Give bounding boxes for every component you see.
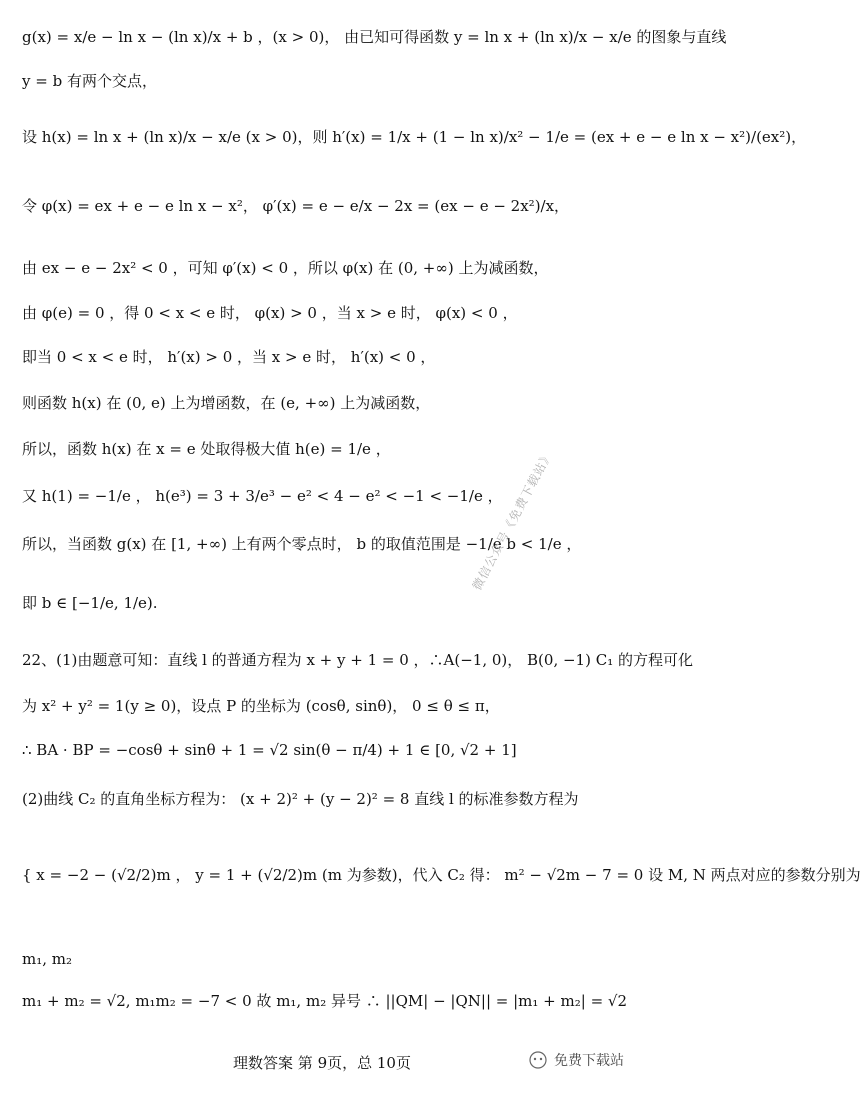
text-line: g(x) = x/e − ln x − (ln x)/x + b ，(x > 0)， 由已知可得函数 y = ln x + (ln x)/x − x/e 的图象与直线 — [22, 28, 727, 46]
text-line: 为 x² + y² = 1(y ≥ 0)，设点 P 的坐标为 (cosθ, sinθ)， 0 ≤ θ ≤ π， — [22, 697, 500, 715]
text-line: { x = −2 − (√2/2)m ， y = 1 + (√2/2)m (m 为参数)，代入 C₂ 得： m² − √2m − 7 = 0 设 M, N 两点对应的参数分别为 — [22, 866, 861, 884]
text-line: 由 φ(e) = 0 ，得 0 < x < e 时， φ(x) > 0 ，当 x > e 时， φ(x) < 0 ， — [22, 304, 518, 322]
text-line: 所以，当函数 g(x) 在 [1, +∞) 上有两个零点时， b 的取值范围是 −1/e b < 1/e ， — [22, 535, 582, 553]
text-line: ∴ BA · BP = −cosθ + sinθ + 1 = √2 sin(θ − π/4) + 1 ∈ [0, √2 + 1] — [22, 741, 517, 759]
page-footer: 理数答案 第 9页，总 10页 — [233, 1054, 411, 1072]
watermark-diagonal: 微信公众号《免费下载站》 — [469, 448, 556, 593]
text-line: 设 h(x) = ln x + (ln x)/x − x/e (x > 0)，则 h′(x) = 1/x + (1 − ln x)/x² − 1/e = (ex + e − e ln x − x²)/(ex²)， — [22, 128, 807, 146]
text-line: 即当 0 < x < e 时， h′(x) > 0 ，当 x > e 时， h′(x) < 0 ， — [22, 348, 436, 366]
text-line: m₁ + m₂ = √2, m₁m₂ = −7 < 0 故 m₁, m₂ 异号 ∴ ||QM| − |QN|| = |m₁ + m₂| = √2 — [22, 992, 628, 1010]
text-line: 22、(1)由题意可知：直线 l 的普通方程为 x + y + 1 = 0 ，∴A(−1, 0)， B(0, −1) C₁ 的方程可化 — [22, 651, 693, 669]
watermark-logo-text: 免费下载站 — [554, 1053, 624, 1069]
text-line: 由 ex − e − 2x² < 0 ，可知 φ′(x) < 0 ，所以 φ(x) 在 (0, +∞) 上为减函数， — [22, 259, 549, 277]
text-line: 令 φ(x) = ex + e − e ln x − x²， φ′(x) = e − e/x − 2x = (ex − e − 2x²)/x， — [22, 197, 570, 215]
wechat-icon — [528, 1050, 548, 1070]
text-line: 则函数 h(x) 在 (0, e) 上为增函数，在 (e, +∞) 上为减函数， — [22, 394, 431, 412]
text-line: 又 h(1) = −1/e ， h(e³) = 3 + 3/e³ − e² < 4 − e² < −1 < −1/e ， — [22, 487, 503, 505]
watermark-logo — [528, 1050, 624, 1070]
text-line: 所以，函数 h(x) 在 x = e 处取得极大值 h(e) = 1/e ， — [22, 440, 391, 458]
text-line: y = b 有两个交点， — [22, 72, 157, 90]
text-line: 即 b ∈ [−1/e, 1/e). — [22, 594, 158, 612]
text-line: (2)曲线 C₂ 的直角坐标方程为： (x + 2)² + (y − 2)² = 8 直线 l 的标准参数方程为 — [22, 790, 579, 808]
text-line: m₁, m₂ — [22, 950, 73, 968]
